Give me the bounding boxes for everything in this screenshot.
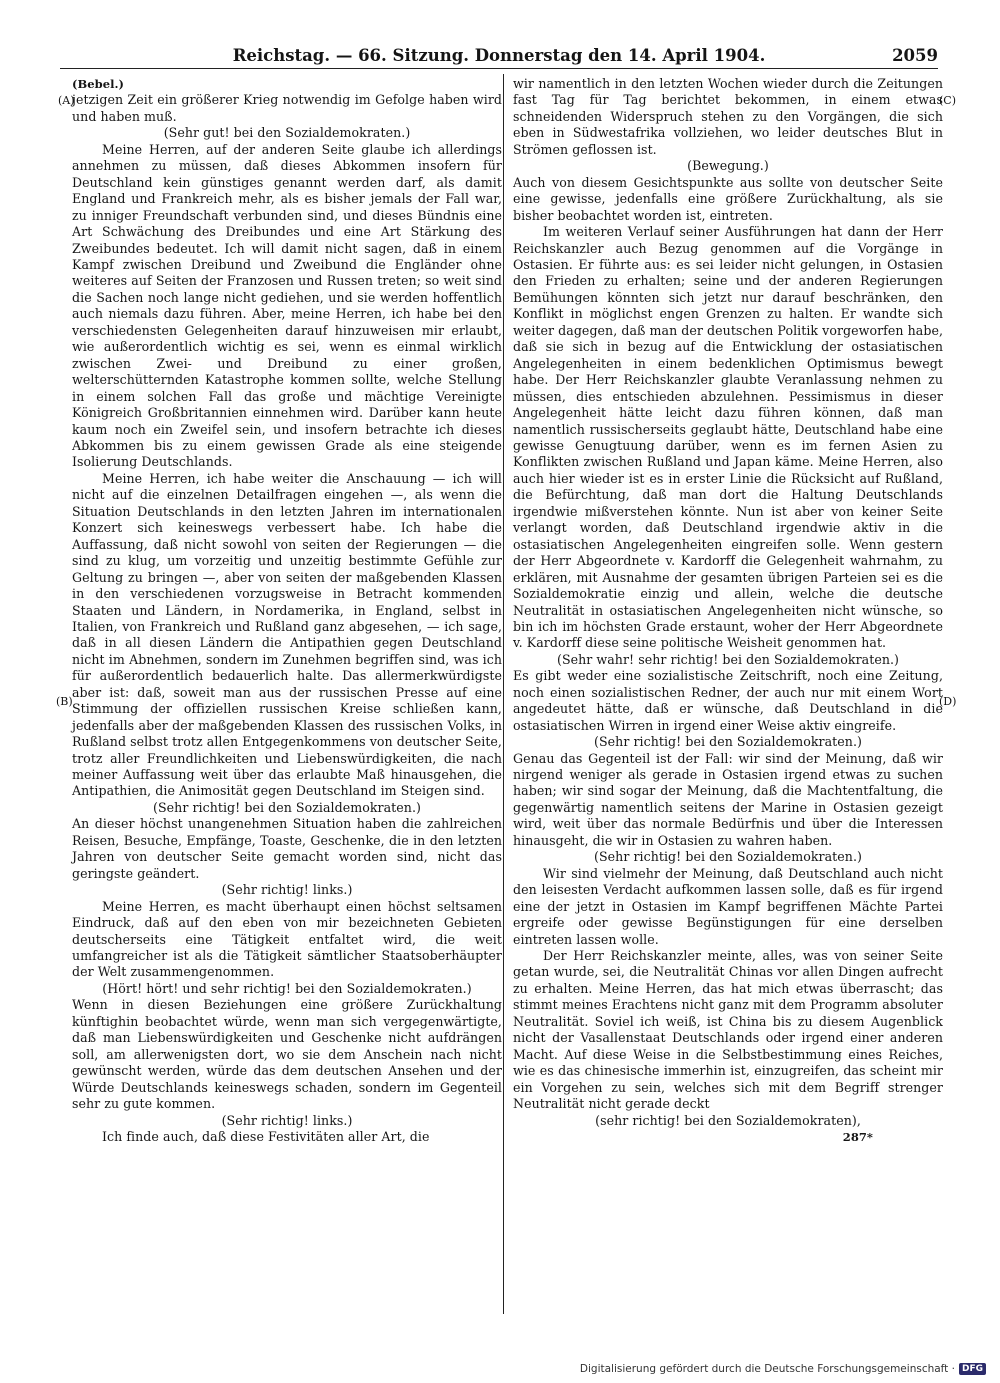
interjection: (Sehr richtig! bei den Sozialdemokraten.)	[594, 734, 862, 750]
margin-marker-d: (D)	[939, 695, 957, 708]
margin-marker-c: (C)	[939, 94, 956, 107]
interjection: (sehr richtig! bei den Sozialdemokraten),	[595, 1112, 861, 1128]
paragraph: Auch von diesem Gesichtspunkte aus sollte von deutscher Seite eine gewisse, jedenfalls eine größere Zurückhaltung, als sie bisher beobachtet worden ist, eintreten.	[513, 174, 943, 223]
interjection: (Hört! hört! und sehr richtig! bei den Sozialdemokraten.)	[102, 980, 472, 996]
running-header	[60, 44, 938, 69]
interjection: (Sehr richtig! bei den Sozialdemokraten.)	[153, 799, 421, 815]
header-title: Reichstag. — 66. Sitzung. Donnerstag den 14. April 1904.	[232, 46, 766, 65]
paragraph: Meine Herren, ich habe weiter die Anschauung — ich will nicht auf die einzelnen Detailfragen eingehen —, als wenn die Situation Deutschlands in den letzten Jahren im internationalen Konzert sich keineswegs verbessert habe. Ich habe die Auffassung, daß nicht sowohl von seiten der Regierungen — die sind zu klug, um vorzeitig und unzeitig bestimmte Gefühle zur Geltung zu bringen —, aber von seiten der maßgebenden Klassen in den verschiedenen vorzugsweise in Betracht kommenden Staaten und Ländern, in Nordamerika, in England, selbst in Italien, von Frankreich und Rußland ganz abgesehen, — ich sage, daß in all diesen Ländern die Antipathien gegen Deutschland nicht im Abnehmen, sondern im Zunehmen begriffen sind, was ich für außerordentlich bedauerlich halte. Das allermerkwürdigste aber ist: daß, soweit man aus der russischen Presse auf eine Stimmung der offiziellen russischen Kreise schließen kann, jedenfalls aber der maßgebenden Klassen des russischen Volks, in Rußland selbst trotz allen Entgegenkommens von deutscher Seite, trotz aller Freundlichkeiten und Liebenswürdigkeiten, die nach meiner Auffassung weit über das erlaubte Maß hinausgehen, die Antipathien, die Animosität gegen Deutschland im Steigen sind.	[72, 470, 502, 799]
paragraph: Genau das Gegenteil ist der Fall: wir sind der Meinung, daß wir nirgend weniger als gerade in Ostasien irgend etwas zu suchen haben; wir sind sogar der Meinung, daß die Machtentfaltung, die gegenwärtig namentlich seitens der Marine in Ostasien gezeigt wird, weit über das normale Bedürfnis und über die Interessen hinausgeht, die wir in Ostasien zu wahren haben.	[513, 750, 943, 848]
paragraph: Es gibt weder eine sozialistische Zeitschrift, noch eine Zeitung, noch einen sozialistischen Redner, der auch nur mit einem Wort angedeutet hätte, daß er wünsche, daß Deutschland in die ostasiatischen Wirren in irgend einer Weise aktiv eingreife.	[513, 668, 943, 733]
paragraph: jetzigen Zeit ein größerer Krieg notwendig im Gefolge haben wird und haben muß.	[72, 92, 502, 124]
footer-text: Digitalisierung gefördert durch die Deutsche Forschungsgemeinschaft ·	[579, 1363, 955, 1375]
margin-marker-a: (A)	[58, 94, 75, 107]
paragraph: Im weiteren Verlauf seiner Ausführungen hat dann der Herr Reichskanzler auch Bezug genommen auf die Vorgänge in Ostasien. Er führte aus: es sei leider nicht gelungen, in Ostasien den Frieden zu erhalten; seine und der anderen Regierungen Bemühungen könnten sich jetzt nur darauf beschränken, den Konflikt in möglichst engen Grenzen zu halten. Er wandte sich weiter dagegen, daß man der deutschen Politik vorgeworfen habe, daß sie sich in bezug auf die Entwicklung der ostasiatischen Angelegenheiten in einem bedenklichen Optimismus bewegt habe. Der Herr Reichskanzler glaubte Veranlassung nehmen zu müssen, dies entschieden abzulehnen. Pessimismus in dieser Angelegenheit hätte leicht dazu führen können, daß man namentlich russischerseits geglaubt hätte, Deutschland habe eine gewisse Genugtuung darüber, wenn es im fernen Asien zu Konflikten zwischen Rußland und Japan käme. Meine Herren, also auch hier wieder ist es in erster Linie die Rücksicht auf Rußland, die Befürchtung, daß man dort die Haltung Deutschlands irgendwie mißverstehen könnte. Nun ist aber von keiner Seite verlangt worden, daß Deutschland irgendwie aktiv in die ostasiatischen Angelegenheiten eingreifen solle. Wenn gestern der Herr Abgeordnete v. Kardorff die Gelegenheit wahrnahm, zu erklären, mit Ausnahme der gesamten übrigen Parteien sei es die Sozialdemokratie einzig und allein, welche die deutsche Neutralität in ostasiatischen Angelegenheiten nicht wünsche, so bin ich im höchsten Grade erstaunt, woher der Herr Abgeordnete v. Kardorff diese seine politische Weisheit genommen hat.	[513, 224, 943, 651]
right-column	[513, 76, 943, 1145]
digitization-footer	[580, 1363, 986, 1375]
paragraph: Meine Herren, es macht überhaupt einen höchst seltsamen Eindruck, daß auf den eben von mir bezeichneten Gebieten deutscherseits eine Tätigkeit entfaltet wird, die weit umfangreicher ist als die Tätigkeit sämtlicher Staatsoberhäupter der Welt zusammengenommen.	[72, 898, 502, 980]
page-number: 2059	[892, 46, 938, 65]
speaker-label: (Bebel.)	[72, 77, 125, 91]
paragraph: Der Herr Reichskanzler meinte, alles, was von seiner Seite getan wurde, sei, die Neutralität Chinas vor allen Dingen aufrecht zu erhalten. Meine Herren, das hat mich etwas überrascht; das stimmt meines Erachtens nicht ganz mit dem Programm absoluter Neutralität. Soviel ich weiß, ist China bis zu diesem Augenblick nicht der Vasallenstaat Deutschlands oder irgend einer anderen Macht. Auf diese Weise in die Selbstbestimmung eines Reiches, wie es das chinesische immerhin ist, einzugreifen, das scheint mir ein Vorgehen zu sein, welches sich mit dem Begriff strenger Neutralität nicht gerade deckt	[513, 948, 943, 1112]
interjection: (Sehr gut! bei den Sozialdemokraten.)	[163, 125, 411, 141]
margin-marker-b: (B)	[56, 695, 73, 708]
interjection: (Sehr richtig! bei den Sozialdemokraten.)	[594, 849, 862, 865]
paragraph: Meine Herren, auf der anderen Seite glaube ich allerdings annehmen zu müssen, daß dieses Abkommen insofern für Deutschland kein günstiges genannt werden darf, als damit England und Frankreich mehr, als es bisher jemals der Fall war, zu inniger Freundschaft verbunden sind, und dieses Bündnis eine Art Schwächung des Dreibundes und eine Art Stärkung des Zweibundes bedeutet. Ich will damit nicht sagen, daß in einem Kampf zwischen Dreibund und Zweibund die Engländer ohne weiteres auf Seiten der Franzosen und Russen treten; so weit sind die Sachen noch lange nicht gediehen, und sie werden hoffentlich auch niemals dazu führen. Aber, meine Herren, ich habe bei den verschiedensten Gelegenheiten darauf hinzuweisen mir erlaubt, wie außerordentlich wichtig es sei, wenn es einmal wirklich zwischen Zwei- und Dreibund zu einer großen, welterschütternden Katastrophe kommen sollte, welche Stellung in einem solchen Fall das große und mächtige Vereinigte Königreich Großbritannien einnehmen wird. Darüber kann heute kaum noch ein Zweifel sein, und insofern betrachte ich dieses Abkommen bis zu einem gewissen Grade als eine steigende Isolierung Deutschlands.	[72, 141, 502, 470]
interjection: (Sehr richtig! links.)	[221, 1112, 353, 1128]
paragraph: Wir sind vielmehr der Meinung, daß Deutschland auch nicht den leisesten Verdacht aufkommen lassen solle, daß es für irgend eine der jetzt in Ostasien im Kampf begriffenen Mächte Partei ergreife oder gewisse Begünstigungen für eine derselben eintreten lassen wolle.	[513, 865, 943, 947]
column-divider	[503, 74, 504, 1314]
paragraph: Ich finde auch, daß diese Festivitäten aller Art, die	[102, 1129, 430, 1144]
paragraph: An dieser höchst unangenehmen Situation haben die zahlreichen Reisen, Besuche, Empfänge, Toaste, Geschenke, die in den letzten Jahren von deutscher Seite gemacht worden sind, nicht das geringste geändert.	[72, 816, 502, 881]
interjection: (Sehr richtig! links.)	[221, 882, 353, 898]
signature-mark: 287*	[842, 1130, 873, 1144]
dfg-logo: DFG	[959, 1363, 986, 1375]
interjection: (Bewegung.)	[687, 158, 769, 174]
paragraph: Wenn in diesen Beziehungen eine größere Zurückhaltung künftighin beobachtet würde, wenn man sich vergegenwärtigte, daß man Liebenswürdigkeiten und Geschenke nicht aufdrängen soll, am allerwenigsten dort, wo sie dem Anschein nach nicht gewünscht werden, würde das dem deutschen Ansehen und der Würde Deutschlands keineswegs schaden, sondern im Gegenteil sehr zu gute kommen.	[72, 997, 502, 1112]
left-column	[72, 76, 502, 1145]
interjection: (Sehr wahr! sehr richtig! bei den Sozialdemokraten.)	[556, 651, 899, 667]
paragraph: wir namentlich in den letzten Wochen wieder durch die Zeitungen fast Tag für Tag berichtet bekommen, in einem etwas schneidenden Widerspruch stehen zu den Vorgängen, die sich eben in Südwestafrika vollziehen, wo leider deutsches Blut in Strömen geflossen ist.	[513, 76, 943, 157]
